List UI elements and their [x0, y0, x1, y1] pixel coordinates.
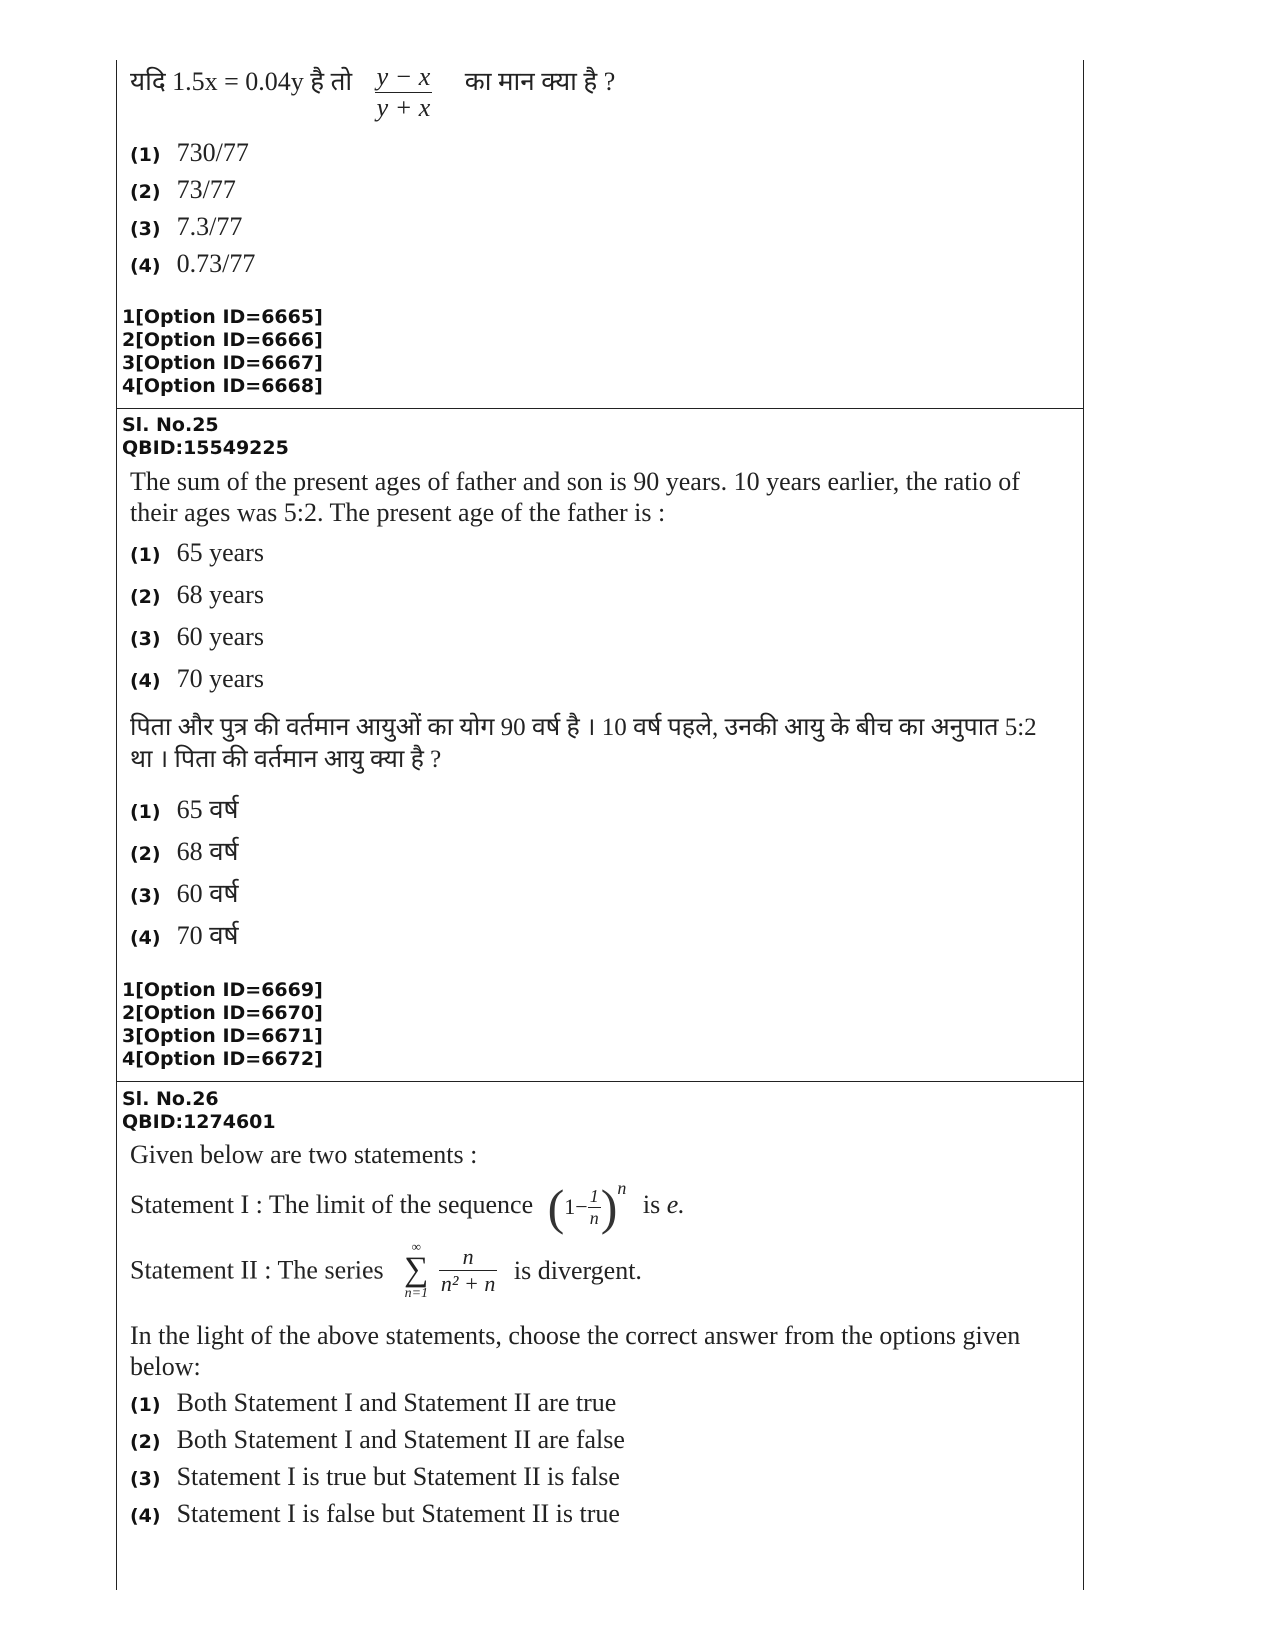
q26-option-4[interactable]: (4) Statement I is false but Statement II is true	[130, 1499, 620, 1528]
q25-en-option-2[interactable]: (2) 68 years	[130, 580, 264, 609]
q25-en-option-4[interactable]: (4) 70 years	[130, 664, 264, 693]
q26-intro: Given below are two statements :	[130, 1140, 478, 1169]
q25-en-option-1[interactable]: (1) 65 years	[130, 538, 264, 567]
q24-option-ids: 1[Option ID=6665] 2[Option ID=6666] 3[Option ID=6667] 4[Option ID=6668]	[122, 306, 323, 397]
q24-option-1[interactable]: (1) 730/77	[130, 138, 249, 167]
qbid: QBID:1274601	[122, 1111, 276, 1133]
q26-sum-symbol: ∞ ∑ n=1	[404, 1239, 429, 1301]
q26-s2-fraction: $\frac{n}{\text{n² + n}}$	[440, 1244, 496, 1296]
qbid: QBID:15549225	[122, 437, 289, 459]
q26-option-2[interactable]: (2) Both Statement I and Statement II are false	[130, 1425, 625, 1454]
q26-statement-2: Statement II : The series ∞ ∑ n=1 $\frac{n}{\text{n² + n}}$ is divergent.	[130, 1239, 642, 1301]
q26-s1-expression: (1− $\frac{1}{n}$ )$^n$	[547, 1178, 627, 1235]
slno: Sl. No.25	[122, 414, 219, 436]
q24-option-3[interactable]: (3) 7.3/77	[130, 212, 243, 241]
q26-header	[122, 1088, 276, 1134]
q24-fraction: $\frac{y - x}{y + x}$	[376, 62, 431, 122]
q24-option-2[interactable]: (2) 73/77	[130, 175, 236, 204]
q24-option-4[interactable]: (4) 0.73/77	[130, 249, 256, 278]
q26-option-3[interactable]: (3) Statement I is true but Statement II is false	[130, 1462, 620, 1491]
q26-statement-1: Statement I : The limit of the sequence (1− $\frac{1}{n}$ )$^n$ is e.	[130, 1178, 685, 1235]
slno: Sl. No.26	[122, 1088, 219, 1110]
q25-hindi-text: पिता और पुत्र की वर्तमान आयुओं का योग 90 वर्ष है । 10 वर्ष पहले, उनकी आयु के बीच का अनुपात 5:2 था । पिता की वर्तमान आयु क्या है ?	[130, 714, 1037, 773]
q25-hi-option-3[interactable]: (3) 60 वर्ष	[130, 879, 239, 908]
q25-en-option-3[interactable]: (3) 60 years	[130, 622, 264, 651]
q25-hi-option-1[interactable]: (1) 65 वर्ष	[130, 795, 239, 824]
q25-option-ids: 1[Option ID=6669] 2[Option ID=6670] 3[Option ID=6671] 4[Option ID=6672]	[122, 979, 323, 1070]
q26-option-1[interactable]: (1) Both Statement I and Statement II are true	[130, 1388, 617, 1417]
row-divider	[116, 1081, 1084, 1082]
row-divider	[116, 408, 1084, 409]
q25-english-text: The sum of the present ages of father and son is 90 years. 10 years earlier, the ratio of their ages was 5:2. The present age of the father is :	[130, 467, 1020, 527]
q25-header	[122, 414, 289, 460]
q25-hi-option-2[interactable]: (2) 68 वर्ष	[130, 837, 239, 866]
q26-instruction: In the light of the above statements, choose the correct answer from the options given below:	[130, 1321, 1021, 1381]
q24-text: यदि 1.5x = 0.04y है तो $\frac{y - x}{y + x}$ का मान क्या है ?	[130, 62, 616, 122]
q25-hi-option-4[interactable]: (4) 70 वर्ष	[130, 921, 239, 950]
